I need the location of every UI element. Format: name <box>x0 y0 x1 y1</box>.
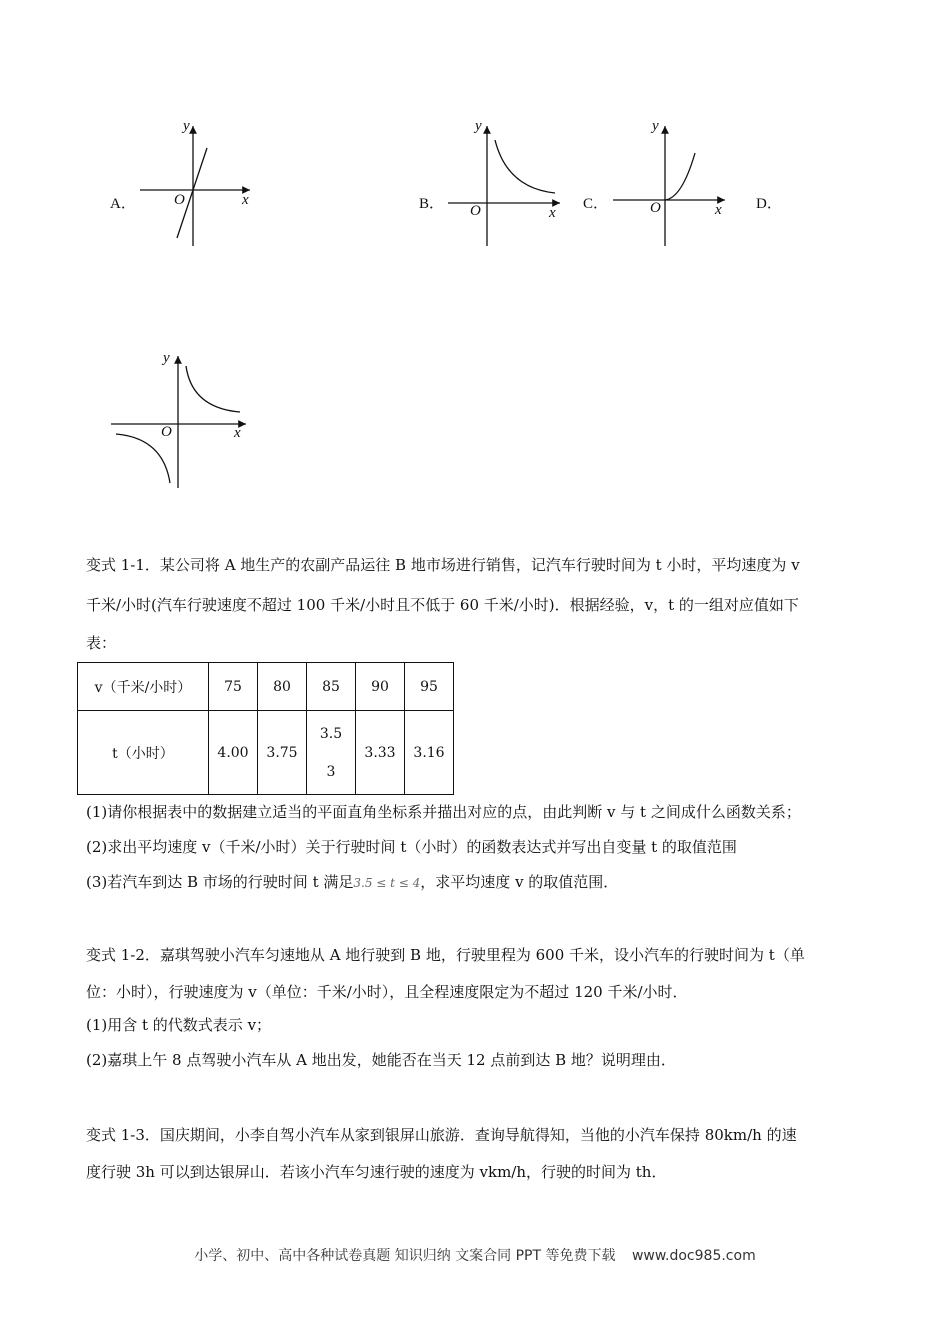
table-cell: 3.16 <box>405 711 454 795</box>
table-cell: 3.75 <box>258 711 307 795</box>
graph-a-origin-label: O <box>174 192 185 208</box>
graph-a <box>135 118 260 250</box>
variant-1-1-q3-pre: (3)若汽车到达 B 市场的行驶时间 t 满足 <box>86 873 354 891</box>
table-header-t: t（小时） <box>78 711 209 795</box>
speed-time-table <box>77 662 454 795</box>
footer-text: 小学、初中、高中各种试卷真题 知识归纳 文案合同 PPT 等免费下载 <box>194 1248 616 1264</box>
option-b-label: B． <box>419 196 445 212</box>
variant-1-1-line1: 变式 1-1．某公司将 A 地生产的农副产品运往 B 地市场进行销售，记汽车行驶时间为 t 小时，平均速度为 v <box>86 556 800 574</box>
table-cell <box>307 711 356 795</box>
variant-1-1-q2: (2)求出平均速度 v（千米/小时）关于行驶时间 t（小时）的函数表达式并写出自变量 t 的取值范围 <box>86 838 737 856</box>
table-cell: 75 <box>209 663 258 711</box>
graph-d-curve-upper <box>186 366 240 412</box>
graph-d-curve-lower <box>116 434 170 483</box>
graph-c <box>610 118 735 250</box>
option-c-label: C． <box>583 196 609 212</box>
variant-1-1-q1: (1)请你根据表中的数据建立适当的平面直角坐标系并描出对应的点，由此判断 v 与 t 之间成什么函数关系； <box>86 803 801 821</box>
variant-1-3-line1: 变式 1-3．国庆期间，小李自驾小汽车从家到银屏山旅游．查询导航得知，当他的小汽车保持 80km/h 的速 <box>86 1126 797 1144</box>
graph-d-x-label: x <box>234 425 241 441</box>
table-cell-wrap-top: 3.5 <box>319 725 343 742</box>
variant-1-1-line2: 千米/小时(汽车行驶速度不超过 100 千米/小时且不低于 60 千米/小时)．根据经验，v，t 的一组对应值如下 <box>86 596 799 614</box>
table-cell: 80 <box>258 663 307 711</box>
table-cell: 90 <box>356 663 405 711</box>
graph-d-origin-label: O <box>161 424 172 440</box>
graph-c-y-label: y <box>652 118 659 134</box>
variant-1-1-q3-post: ，求平均速度 v 的取值范围． <box>420 873 619 891</box>
table-row-v <box>78 663 454 711</box>
table-cell: 95 <box>405 663 454 711</box>
inequality-formula: 3.5 ≤ t ≤ 4 <box>353 876 421 890</box>
variant-1-1-q3 <box>86 872 618 893</box>
graph-d <box>108 348 253 493</box>
graph-d-y-label: y <box>163 350 170 366</box>
page-footer <box>0 1245 950 1265</box>
table-cell-wrap-bottom: 3 <box>326 763 336 780</box>
variant-1-2-q2: (2)嘉琪上午 8 点驾驶小汽车从 A 地出发，她能否在当天 12 点前到达 B 地？说明理由． <box>86 1051 676 1069</box>
variant-1-2-line2: 位：小时），行驶速度为 v（单位：千米/小时），且全程速度限定为不超过 120 千米/小时． <box>86 983 688 1001</box>
variant-1-3-line2: 度行驶 3h 可以到达银屏山．若该小汽车匀速行驶的速度为 vkm/h，行驶的时间为 th． <box>86 1163 667 1181</box>
variant-1-1-line3: 表： <box>86 634 117 652</box>
option-d-label: D． <box>756 196 782 212</box>
table-header-v: v（千米/小时） <box>78 663 209 711</box>
table-cell: 85 <box>307 663 356 711</box>
variant-1-2-line1: 变式 1-2．嘉琪驾驶小汽车匀速地从 A 地行驶到 B 地，行驶里程为 600 千米，设小汽车的行驶时间为 t（单 <box>86 946 805 964</box>
graph-b <box>445 118 570 250</box>
table-cell: 3.33 <box>356 711 405 795</box>
table-row-t <box>78 711 454 795</box>
table-cell: 4.00 <box>209 711 258 795</box>
graph-c-x-label: x <box>715 202 722 218</box>
option-a-label: A． <box>110 196 136 212</box>
footer-link[interactable]: www.doc985.com <box>631 1248 756 1264</box>
graph-b-curve <box>495 140 555 193</box>
graph-a-y-label: y <box>183 118 190 134</box>
graph-a-x-label: x <box>242 192 249 208</box>
graph-b-x-label: x <box>549 205 556 221</box>
graph-c-curve <box>665 153 695 200</box>
graph-c-origin-label: O <box>650 200 661 216</box>
variant-1-2-q1: (1)用含 t 的代数式表示 v； <box>86 1016 272 1034</box>
graph-b-origin-label: O <box>470 203 481 219</box>
graph-b-y-label: y <box>475 118 482 134</box>
